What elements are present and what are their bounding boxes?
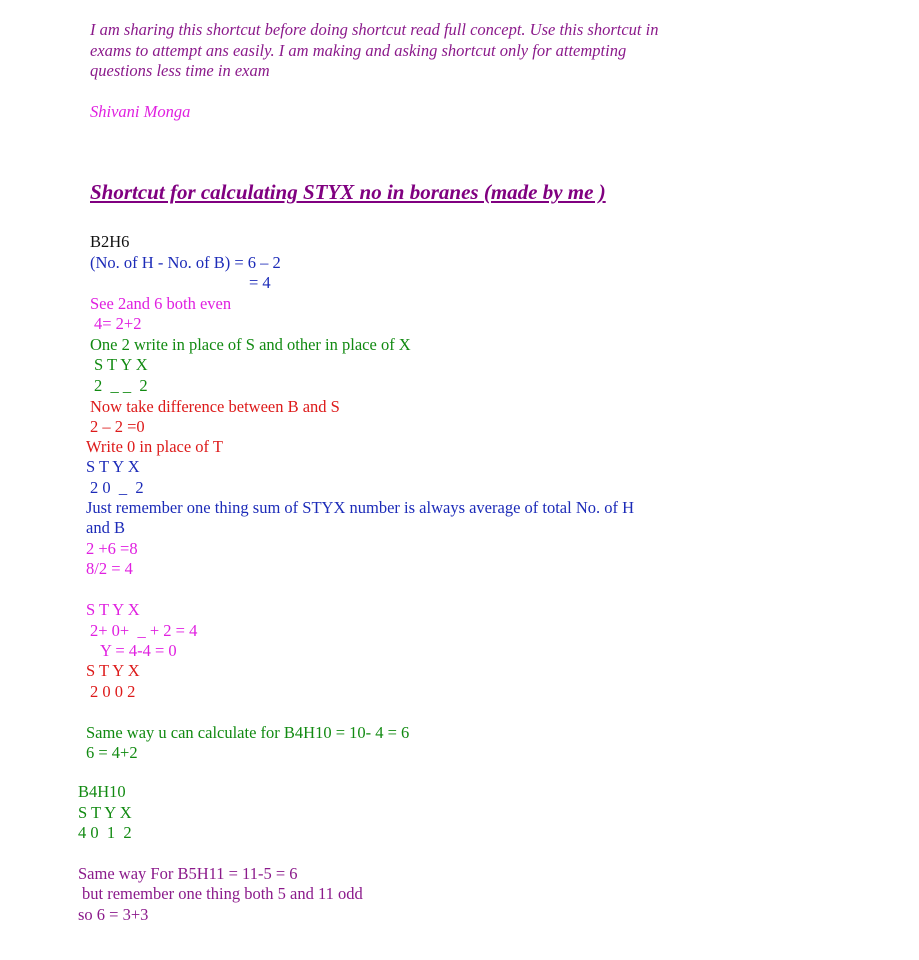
styx-result-b4h10: 4 0 1 2 bbox=[78, 823, 132, 842]
step-average: 8/2 = 4 bbox=[86, 559, 133, 578]
styx-result-b2h6: 2 0 0 2 bbox=[90, 682, 136, 701]
step-split-b4h10: 6 = 4+2 bbox=[86, 743, 138, 762]
step-difference: (No. of H - No. of B) = 6 – 2 bbox=[90, 253, 281, 272]
step-difference-calc: 2 – 2 =0 bbox=[90, 417, 145, 436]
step-take-difference: Now take difference between B and S bbox=[90, 397, 340, 416]
page-title: Shortcut for calculating STYX no in boranes (made by me ) bbox=[90, 180, 606, 204]
step-difference-result: = 4 bbox=[249, 273, 271, 292]
styx-header-5: S T Y X bbox=[78, 803, 132, 822]
formula-b2h6: B2H6 bbox=[90, 232, 130, 251]
styx-header-1: S T Y X bbox=[94, 355, 148, 374]
step-y-value: Y = 4-4 = 0 bbox=[100, 641, 177, 660]
formula-b4h10: B4H10 bbox=[78, 782, 126, 801]
author-name: Shivani Monga bbox=[90, 102, 191, 121]
step-remember-sum-cont: and B bbox=[86, 518, 125, 537]
step-write-zero: Write 0 in place of T bbox=[86, 437, 223, 456]
styx-values-1: 2 _ _ 2 bbox=[94, 376, 148, 395]
styx-header-4: S T Y X bbox=[86, 661, 140, 680]
styx-header-3: S T Y X bbox=[86, 600, 140, 619]
intro-line-3: questions less time in exam bbox=[90, 61, 270, 80]
step-odd-note: but remember one thing both 5 and 11 odd bbox=[82, 884, 363, 903]
step-even-note: See 2and 6 both even bbox=[90, 294, 232, 313]
step-remember-sum: Just remember one thing sum of STYX number is always average of total No. of H bbox=[86, 498, 635, 517]
step-split: 4= 2+2 bbox=[94, 314, 142, 333]
styx-values-2: 2 0 _ 2 bbox=[90, 478, 144, 497]
intro-line-2: exams to attempt ans easily. I am making and asking shortcut only for attempting bbox=[90, 41, 627, 60]
styx-sum-equation: 2+ 0+ _ + 2 = 4 bbox=[90, 621, 198, 640]
step-split-b5h11: so 6 = 3+3 bbox=[78, 905, 149, 924]
intro-line-1: I am sharing this shortcut before doing shortcut read full concept. Use this shortcut in bbox=[90, 20, 659, 39]
step-same-way-b4h10: Same way u can calculate for B4H10 = 10- 4 = 6 bbox=[86, 723, 410, 742]
step-same-way-b5h11: Same way For B5H11 = 11-5 = 6 bbox=[78, 864, 298, 883]
step-sum: 2 +6 =8 bbox=[86, 539, 138, 558]
step-place-s-x: One 2 write in place of S and other in place of X bbox=[90, 335, 411, 354]
styx-header-2: S T Y X bbox=[86, 457, 140, 476]
